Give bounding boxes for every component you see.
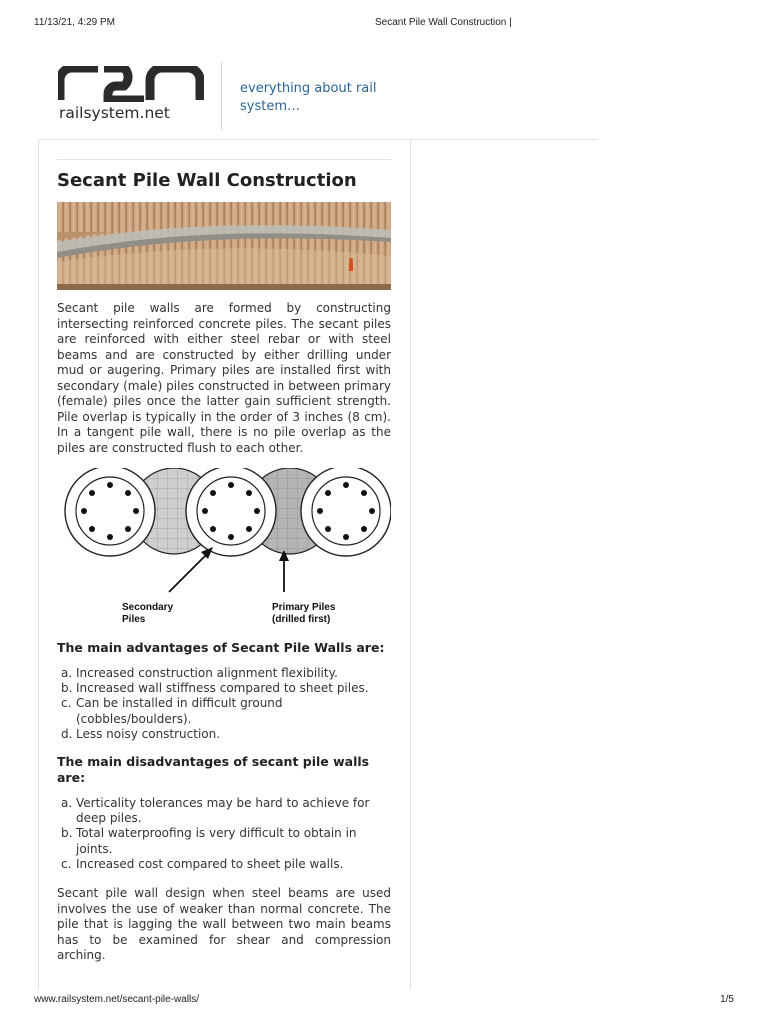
- label-secondary-2: Piles: [122, 614, 146, 625]
- print-header: [0, 17, 768, 31]
- page-number: 1/5: [720, 994, 734, 1005]
- list-item: a. Increased construction alignment flexibility.: [61, 666, 338, 680]
- list-item: a. Verticality tolerances may be hard to achieve for deep piles.: [61, 796, 370, 826]
- label-secondary-1: Secondary: [122, 602, 174, 613]
- print-tab-title: Secant Pile Wall Construction |: [375, 17, 512, 28]
- primary-pile-2: [186, 468, 276, 556]
- rsn-logo-icon: [58, 66, 204, 102]
- site-tagline: everything about rail system…: [240, 81, 377, 114]
- advantages-heading: The main advantages of Secant Pile Walls are:: [57, 640, 385, 655]
- list-item: b. Total waterproofing is very difficult to obtain in joints.: [61, 826, 357, 856]
- list-item: b. Increased wall stiffness compared to sheet piles.: [61, 681, 369, 696]
- intro-paragraph: Secant pile walls are formed by constructing intersecting reinforced concrete piles. The secant piles are reinforced with either steel rebar or with steel beams and are constructed by either drilling under mud or augering. Primary piles are installed first with secondary (male) piles constructed in between primary (female) piles once the latter gain sufficient strength. Pile overlap is typically in the order of 3 inches (8 cm). In a tangent pile wall, there is no pile overlap as the piles are constructed flush to each other.: [57, 301, 391, 455]
- print-url: www.railsystem.net/secant-pile-walls/: [34, 994, 200, 1005]
- title-divider: [57, 159, 391, 160]
- list-item: c. Increased cost compared to sheet pile walls.: [61, 856, 344, 871]
- advantages-list: [57, 666, 391, 742]
- article: [57, 168, 391, 964]
- site-header: [58, 62, 398, 132]
- disadvantages-list: [57, 796, 391, 872]
- closing-paragraph: Secant pile wall design when steel beams are used involves the use of weaker than normal concrete. The pile that is lagging the wall between two main beams has to be examined for shear and compression arching.: [57, 886, 391, 963]
- secant-pile-diagram: [57, 468, 391, 628]
- logo-text: railsystem.net: [59, 104, 170, 122]
- print-footer: [0, 994, 768, 1008]
- header-divider: [221, 62, 222, 130]
- list-item: c. Can be installed in difficult ground (cobbles/boulders).: [61, 696, 283, 726]
- print-datetime: 11/13/21, 4:29 PM: [34, 17, 115, 28]
- disadvantages-heading: The main disadvantages of secant pile walls are:: [57, 754, 370, 786]
- article-title[interactable]: Secant Pile Wall Construction: [57, 170, 357, 191]
- arrow-primary: [279, 550, 289, 592]
- hero-photo-excavation: [57, 202, 391, 290]
- label-primary-2: (drilled first): [272, 614, 331, 625]
- list-item: d. Less noisy construction.: [61, 726, 221, 741]
- primary-pile-3: [301, 468, 391, 556]
- primary-pile-1: [65, 468, 155, 556]
- site-logo[interactable]: [58, 62, 204, 124]
- label-primary-1: Primary Piles: [272, 602, 336, 613]
